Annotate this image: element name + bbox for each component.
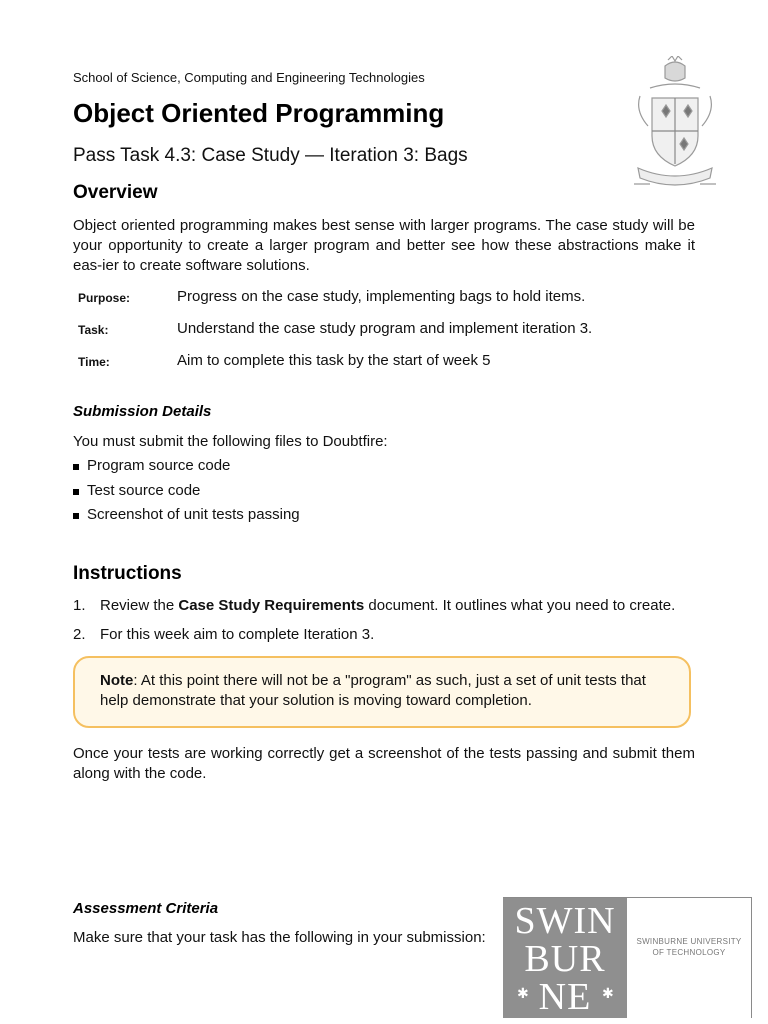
list-item bbox=[73, 596, 675, 625]
step-text: Review the Case Study Requirements document. It outlines what you need to create. bbox=[100, 597, 676, 614]
meta-row-task bbox=[78, 320, 698, 352]
step-number: 1. bbox=[73, 597, 86, 614]
note-text: Note: At this point there will not be a "program" as such, just a set of unit tests that help demonstrate that your solution is moving toward completion. bbox=[100, 672, 646, 709]
submission-list bbox=[73, 456, 300, 530]
meta-label: Time: bbox=[78, 355, 110, 369]
list-item bbox=[73, 456, 300, 481]
closing-text: Once your tests are working correctly get a screenshot of the tests passing and submit them along with the code. bbox=[73, 745, 695, 782]
meta-value: Progress on the case study, implementing bags to hold items. bbox=[177, 288, 586, 305]
list-item-text: Program source code bbox=[87, 457, 231, 474]
note-callout bbox=[73, 656, 691, 728]
assessment-heading: Assessment Criteria bbox=[73, 900, 219, 917]
overview-text: Object oriented programming makes best sense with larger programs. The case study will be your opportunity to create a larger program and better see how these abstractions make it eas-ier to create software solutions. bbox=[73, 217, 695, 274]
meta-label: Task: bbox=[78, 323, 109, 337]
logo-line: BUR bbox=[524, 938, 606, 980]
document-title: Object Oriented Programming bbox=[73, 98, 445, 128]
task-meta-table bbox=[78, 288, 698, 384]
logo-block bbox=[503, 898, 627, 1018]
step-number: 2. bbox=[73, 626, 86, 643]
bullet-icon bbox=[73, 513, 79, 519]
meta-row-purpose bbox=[78, 288, 698, 320]
list-item bbox=[73, 505, 300, 530]
meta-label: Purpose: bbox=[78, 291, 131, 305]
case-study-requirements-ref: Case Study Requirements bbox=[178, 597, 365, 614]
logo-line: NE bbox=[538, 976, 592, 1018]
university-crest-icon bbox=[630, 56, 720, 196]
overview-heading: Overview bbox=[73, 182, 158, 203]
bullet-icon bbox=[73, 464, 79, 470]
submission-heading: Submission Details bbox=[73, 403, 212, 420]
meta-value: Understand the case study program and implement iteration 3. bbox=[177, 320, 593, 337]
note-label: Note bbox=[100, 672, 134, 689]
meta-value: Aim to complete this task by the start of week 5 bbox=[177, 352, 491, 369]
school-name: School of Science, Computing and Engineering Technologies bbox=[73, 70, 425, 85]
submission-intro: You must submit the following files to Doubtfire: bbox=[73, 433, 388, 450]
bullet-icon bbox=[73, 489, 79, 495]
task-subtitle: Pass Task 4.3: Case Study — Iteration 3: Bags bbox=[73, 145, 468, 166]
meta-row-time bbox=[78, 352, 698, 384]
list-item bbox=[73, 481, 300, 506]
logo-line: SWIN bbox=[514, 900, 616, 942]
swinburne-logo bbox=[503, 897, 752, 1018]
star-icon: ✱ bbox=[602, 987, 614, 1002]
step-text: For this week aim to complete Iteration 3. bbox=[100, 626, 375, 643]
list-item-text: Screenshot of unit tests passing bbox=[87, 506, 300, 523]
list-item-text: Test source code bbox=[87, 481, 201, 499]
instructions-list bbox=[73, 596, 675, 654]
assessment-text: Make sure that your task has the following in your submission: bbox=[73, 929, 486, 946]
logo-university-name: SWINBURNE UNIVERSITY OF TECHNOLOGY bbox=[636, 937, 742, 957]
list-item bbox=[73, 625, 675, 654]
star-icon: ✱ bbox=[517, 987, 529, 1002]
instructions-heading: Instructions bbox=[73, 563, 182, 584]
